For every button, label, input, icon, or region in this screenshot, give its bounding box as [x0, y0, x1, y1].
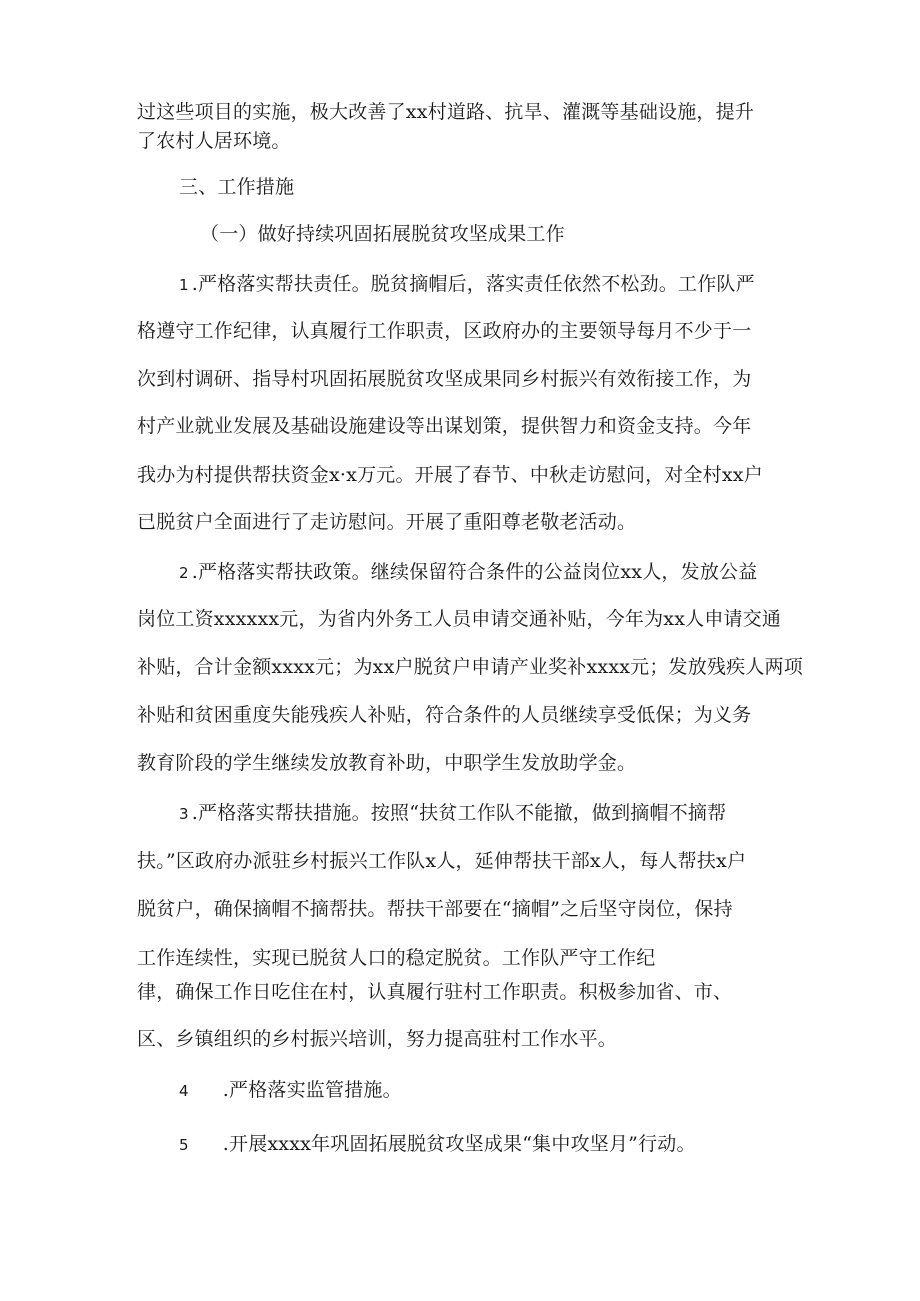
text-line: 补贴，合计金额xxxx元；为xx户脱贫户申请产业奖补xxxx元；发放残疾人两项 [137, 656, 803, 678]
text-line: .严格落实帮扶责任。脱贫摘帽后，落实责任依然不松劲。工作队严 [191, 273, 755, 295]
text-line: 村产业就业发展及基础设施建设等出谋划策，提供智力和资金支持。今年 [137, 415, 752, 437]
text-line: 律，确保工作日吃住在村，认真履行驻村工作职责。积极参加省、市、 [137, 981, 733, 1003]
text-line: 工作连续性，实现已脱贫人口的稳定脱贫。工作队严守工作纪 [137, 947, 656, 969]
item-number: 1 [179, 276, 189, 294]
paragraph-first-line [179, 1078, 402, 1103]
text-line: 已脱贫户全面进行了走访慰问。开展了重阳尊老敬老活动。 [137, 511, 637, 533]
section-heading: 三、工作措施 [179, 176, 295, 198]
text-line: 了农村人居环境。 [137, 130, 291, 152]
text-line: 格遵守工作纪律，认真履行工作职责，区政府办的主要领导每月不少于一 [137, 320, 752, 342]
text-line: .开展xxxx年巩固拓展脱贫攻坚成果“集中攻坚月”行动。 [222, 1133, 696, 1155]
item-number: 2 [179, 564, 189, 582]
text-line: .严格落实监管措施。 [222, 1079, 402, 1101]
text-line: 扶。”区政府办派驻乡村振兴工作队x人，延伸帮扶干部x人，每人帮扶x户 [137, 850, 747, 872]
text-line: 我办为村提供帮扶资金x·x万元。开展了春节、中秋走访慰问，对全村xx户 [137, 464, 763, 486]
item-number: 5 [179, 1136, 189, 1154]
text-line: 脱贫户，确保摘帽不摘帮扶。帮扶干部要在“摘帽”之后坚守岗位，保持 [137, 898, 733, 920]
text-line: 教育阶段的学生继续发放教育补助，中职学生发放助学金。 [137, 752, 637, 774]
subsection-heading: （一）做好持续巩固拓展脱贫攻坚成果工作 [200, 223, 565, 245]
item-number: 4 [179, 1082, 189, 1100]
text-line: 区、乡镇组织的乡村振兴培训，努力提高驻村工作水平。 [137, 1028, 618, 1050]
paragraph-first-line [179, 272, 755, 297]
paragraph-first-line [179, 801, 726, 826]
text-line: .严格落实帮扶政策。继续保留符合条件的公益岗位xx人，发放公益 [191, 561, 758, 583]
text-line: 过这些项目的实施，极大改善了xx村道路、抗旱、灌溉等基础设施，提升 [137, 101, 755, 123]
paragraph-first-line [179, 560, 757, 585]
text-line: .严格落实帮扶措施。按照“扶贫工作队不能撤，做到摘帽不摘帮 [191, 802, 727, 824]
paragraph-first-line [179, 1132, 696, 1157]
text-line: 次到村调研、指导村巩固拓展脱贫攻坚成果同乡村振兴有效衔接工作，为 [137, 368, 752, 390]
item-number: 3 [179, 805, 189, 823]
text-line: 岗位工资xxxxxx元，为省内外务工人员申请交通补贴，今年为xx人申请交通 [137, 608, 782, 630]
text-line: 补贴和贫困重度失能残疾人补贴，符合条件的人员继续享受低保；为义务 [137, 704, 752, 726]
